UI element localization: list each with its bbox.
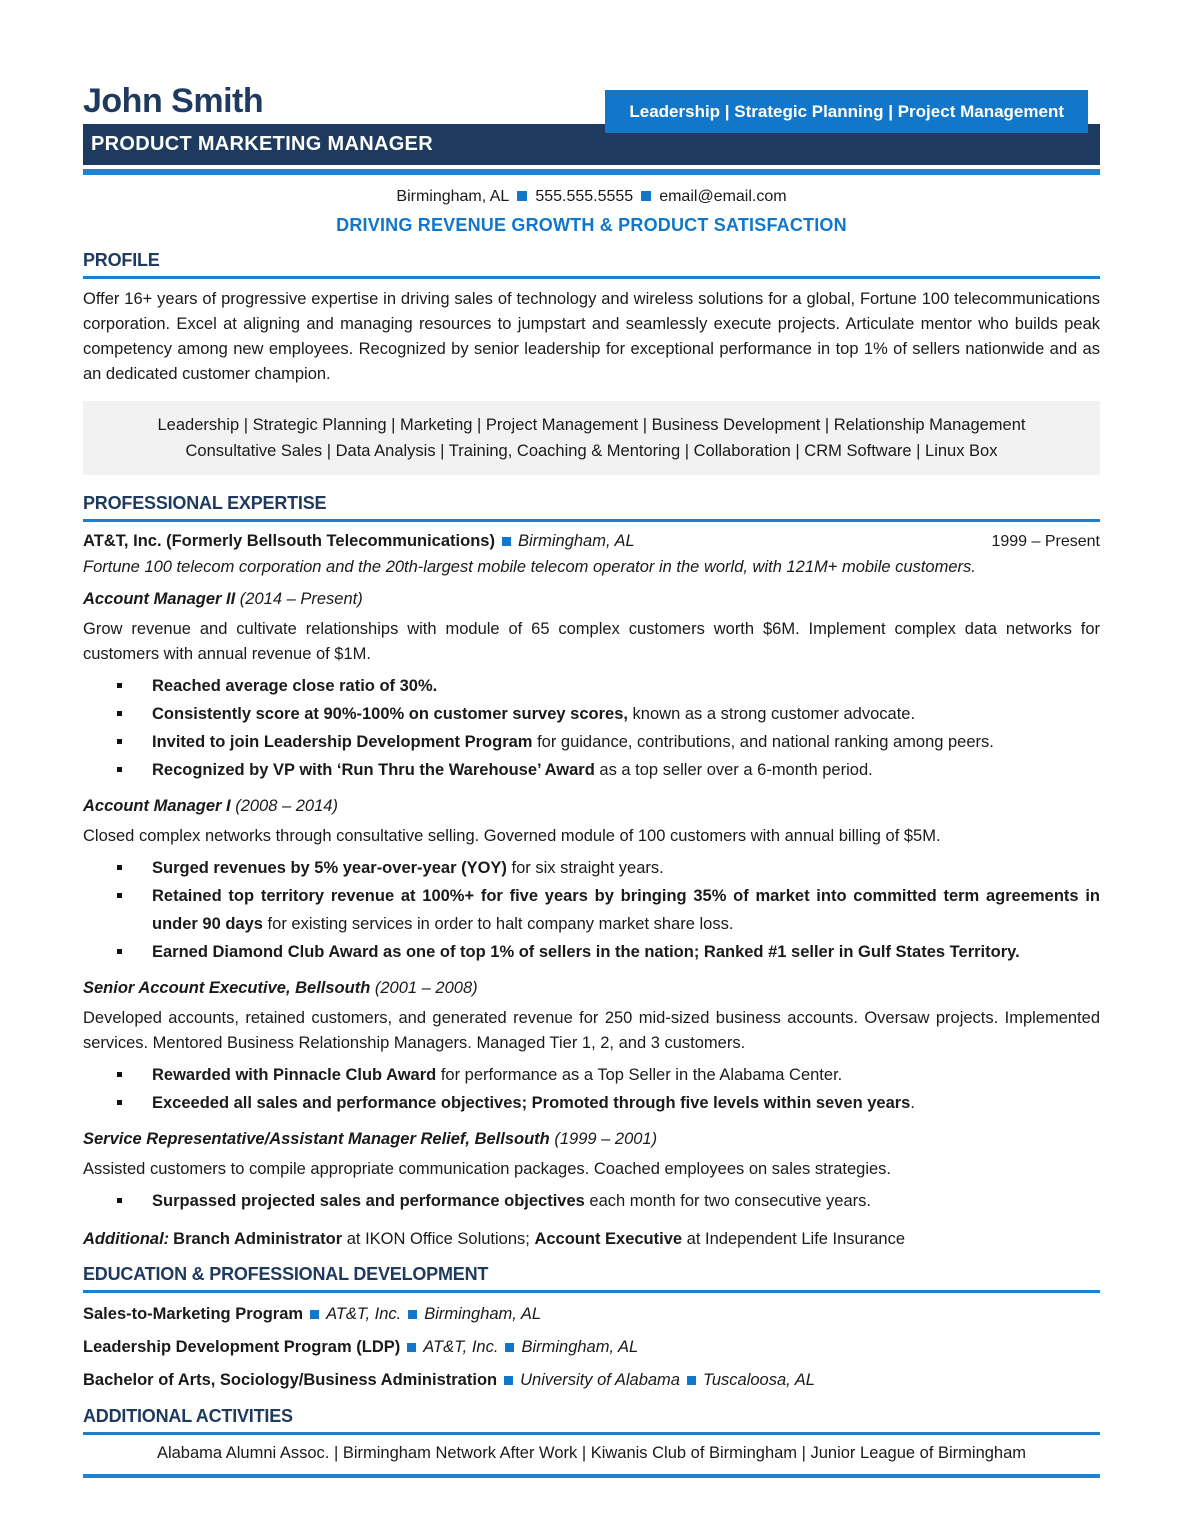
- role-bullets: [83, 1187, 1100, 1215]
- education-heading: EDUCATION & PROFESSIONAL DEVELOPMENT: [83, 1264, 1100, 1293]
- bullet-item: Surged revenues by 5% year-over-year (YOY) for six straight years.: [83, 854, 1100, 882]
- keywords-line: Consultative Sales | Data Analysis | Training, Coaching & Mentoring | Collaboration | CRM Software | Linux Box: [185, 442, 998, 460]
- education-item: Sales-to-Marketing Program AT&T, Inc. Birmingham, AL: [83, 1305, 542, 1323]
- bullet-item: Exceeded all sales and performance objectives; Promoted through five levels within seven years.: [83, 1089, 1100, 1117]
- bullet-item: Surpassed projected sales and performance objectives each month for two consecutive years.: [83, 1187, 1100, 1215]
- activities-heading: ADDITIONAL ACTIVITIES: [83, 1406, 1100, 1435]
- role-description: Grow revenue and cultivate relationships with module of 65 complex customers worth $6M. Implement complex data networks for customers with annual revenue of $1M.: [83, 620, 1100, 663]
- company-name: AT&T, Inc. (Formerly Bellsouth Telecommunications): [83, 532, 495, 550]
- bullet-square-icon: [117, 865, 122, 870]
- contact-email: email@email.com: [659, 188, 787, 205]
- keywords-box: [83, 401, 1100, 475]
- blue-square-icon: [502, 537, 511, 546]
- bullet-item: Rewarded with Pinnacle Club Award for performance as a Top Seller in the Alabama Center.: [83, 1061, 1100, 1089]
- bullet-square-icon: [117, 711, 122, 716]
- company-description: Fortune 100 telecom corporation and the 20th-largest mobile telecom operator in the world, with 121M+ mobile customers.: [83, 558, 976, 576]
- bullet-square-icon: [117, 1072, 122, 1077]
- role-description: Closed complex networks through consultative selling. Governed module of 100 customers with annual billing of $5M.: [83, 827, 941, 845]
- role-title: Account Manager II (2014 – Present): [83, 590, 363, 608]
- bullet-item: Reached average close ratio of 30%.: [83, 672, 1100, 700]
- role-bullets: [83, 672, 1100, 784]
- contact-location: Birmingham, AL: [396, 188, 510, 205]
- bullet-item: Recognized by VP with ‘Run Thru the Warehouse’ Award as a top seller over a 6-month period.: [83, 756, 1100, 784]
- bullet-square-icon: [117, 683, 122, 688]
- contact-line: [83, 188, 1100, 206]
- blue-square-icon: [407, 1343, 416, 1352]
- role-title: Service Representative/Assistant Manager Relief, Bellsouth (1999 – 2001): [83, 1130, 658, 1148]
- skills-badge: Leadership | Strategic Planning | Project Management: [605, 90, 1088, 133]
- resume-header: [83, 82, 1100, 236]
- activities-memberships: Alabama Alumni Assoc. | Birmingham Network After Work | Kiwanis Club of Birmingham | Junior League of Birmingham: [156, 1444, 1027, 1462]
- keywords-line: Leadership | Strategic Planning | Marketing | Project Management | Business Development | Relationship Management: [157, 416, 1026, 434]
- blue-square-icon: [505, 1343, 514, 1352]
- blue-square-icon: [408, 1310, 417, 1319]
- activities-section: [83, 1406, 1100, 1478]
- role-title: Account Manager I (2008 – 2014): [83, 797, 338, 815]
- role-description: Developed accounts, retained customers, and generated revenue for 250 mid-sized business accounts. Oversaw projects. Implemented services. Mentored Business Relationship Managers. Managed Tier 1, 2, and 3 customers.: [83, 1009, 1100, 1052]
- candidate-name: John Smith: [83, 82, 264, 120]
- bullet-square-icon: [117, 893, 122, 898]
- company-row: [83, 532, 1100, 551]
- tagline: DRIVING REVENUE GROWTH & PRODUCT SATISFACTION: [336, 215, 847, 235]
- experience-heading: PROFESSIONAL EXPERTISE: [83, 493, 1100, 522]
- blue-square-icon: [310, 1310, 319, 1319]
- bullet-square-icon: [117, 767, 122, 772]
- blue-square-icon: [687, 1376, 696, 1385]
- bullet-square-icon: [117, 1100, 122, 1105]
- bullet-item: Invited to join Leadership Development Program for guidance, contributions, and national ranking among peers.: [83, 728, 1100, 756]
- bullet-square-icon: [117, 1198, 122, 1203]
- company-dates: 1999 – Present: [991, 532, 1100, 550]
- role-title: Senior Account Executive, Bellsouth (2001 – 2008): [83, 979, 478, 997]
- role-bullets: [83, 854, 1100, 966]
- blue-square-icon: [517, 191, 527, 201]
- job-title-bar: PRODUCT MARKETING MANAGER: [83, 124, 1100, 165]
- contact-phone: 555.555.5555: [535, 188, 634, 205]
- education-item: Leadership Development Program (LDP) AT&T, Inc. Birmingham, AL: [83, 1338, 639, 1356]
- education-item: Bachelor of Arts, Sociology/Business Administration University of Alabama Tuscaloosa, AL: [83, 1371, 815, 1389]
- header-accent-rule: [83, 169, 1100, 175]
- bullet-item: Retained top territory revenue at 100%+ for five years by bringing 35% of market into committed term agreements in under 90 days for existing services in order to halt company market share loss.: [83, 882, 1100, 938]
- company-location: Birmingham, AL: [517, 532, 635, 550]
- blue-square-icon: [504, 1376, 513, 1385]
- blue-square-icon: [641, 191, 651, 201]
- education-section: [83, 1264, 1100, 1394]
- bullet-square-icon: [117, 949, 122, 954]
- bottom-accent-rule: [83, 1474, 1100, 1478]
- role-bullets: [83, 1061, 1100, 1117]
- bullet-item: Consistently score at 90%-100% on customer survey scores, known as a strong customer advocate.: [83, 700, 1100, 728]
- profile-section: [83, 250, 1100, 475]
- profile-summary: Offer 16+ years of progressive expertise in driving sales of technology and wireless solutions for a global, Fortune 100 telecommunications corporation. Excel at aligning and managing resources to jumpstart and seamlessly execute projects. Articulate mentor who builds peak competency among new employees. Recognized by senior leadership for exceptional performance in top 1% of sellers nationwide and as an dedicated customer champion.: [83, 290, 1100, 383]
- bullet-square-icon: [117, 739, 122, 744]
- role-description: Assisted customers to compile appropriate communication packages. Coached employees on sales strategies.: [83, 1160, 891, 1178]
- profile-heading: PROFILE: [83, 250, 1100, 279]
- bullet-item: Earned Diamond Club Award as one of top 1% of sellers in the nation; Ranked #1 seller in Gulf States Territory.: [83, 938, 1100, 966]
- additional-experience: Additional: Branch Administrator at IKON Office Solutions; Account Executive at Independent Life Insurance: [83, 1230, 905, 1248]
- experience-section: [83, 493, 1100, 1249]
